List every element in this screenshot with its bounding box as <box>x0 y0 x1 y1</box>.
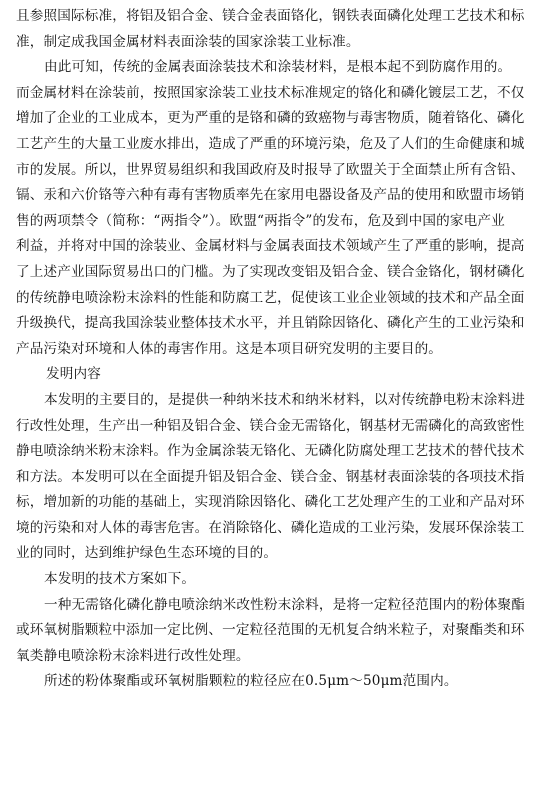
paragraph-line: 的传统静电喷涂粉末涂料的性能和防腐工艺，促使该工业企业领域的技术和产品全面 <box>16 289 525 306</box>
paragraph-line: 且参照国际标准，将铝及铝合金、镁合金表面铬化，钢铁表面磷化处理工艺技术和标 <box>16 8 525 24</box>
paragraph-line: 而金属材料在涂装前，按照国家涂装工业技术标准规定的铬化和磷化镀层工艺，不仅 <box>16 84 525 101</box>
paragraph-line: 工艺产生的大量工业废水排出，造成了严重的环境污染，危及了人们的生命健康和城 <box>16 135 525 152</box>
paragraph-line: 和方法。本发明可以在全面提升铝及铝合金、镁合金、钢基材表面涂装的各项技术指 <box>16 468 525 485</box>
paragraph-line: 升级换代，提高我国涂装业整体技术水平，并且销除因铬化、磷化产生的工业污染和 <box>16 315 525 332</box>
paragraph-line: 静电喷涂纳米粉末涂料。作为金属涂装无铬化、无磷化防腐处理工艺技术的替代技术 <box>16 443 525 460</box>
section-heading: 发明内容 <box>46 366 101 383</box>
paragraph-line: 了上述产业国际贸易出口的门槛。为了实现改变铝及铝合金、镁合金铬化，钢材磷化 <box>16 263 525 280</box>
paragraph-line: 准，制定成我国金属材料表面涂装的国家涂装工业标准。 <box>16 33 360 50</box>
paragraph-line: 境的污染和对人体的毒害危害。在消除铬化、磷化造成的工业污染，发展环保涂装工 <box>16 519 525 536</box>
paragraph-line: 本发明的主要目的，是提供一种纳米技术和纳米材料，以对传统静电粉末涂料进 <box>44 391 526 408</box>
paragraph-line: 行改性处理，生产出一种铝及铝合金、镁合金无需铬化，钢基材无需磷化的高致密性 <box>16 417 525 434</box>
body-text <box>16 4 532 695</box>
paragraph-line: 或环氧树脂颗粒中添加一定比例、一定粒径范围的无机复合纳米粒子，对聚酯类和环 <box>16 622 525 639</box>
paragraph-line: 由此可知，传统的金属表面涂装技术和涂装材料，是根本起不到防腐作用的。 <box>44 59 512 76</box>
paragraph-line: 本发明的技术方案如下。 <box>44 571 196 588</box>
paragraph-line: 市的发展。所以，世界贸易组织和我国政府及时报导了欧盟关于全面禁止所有含铅、 <box>16 161 525 178</box>
paragraph-line: 所述的粉体聚酯或环氧树脂颗粒的粒径应在0.5μm～50μm范围内。 <box>44 673 458 690</box>
paragraph-line: 产品污染对环境和人体的毒害作用。这是本项目研究发明的主要目的。 <box>16 340 443 357</box>
paragraph-line: 标，增加新的功能的基础上，实现消除因铬化、磷化工艺处理产生的工业和产品对环 <box>16 494 525 511</box>
paragraph-line: 镉、汞和六价铬等六种有毒有害物质率先在家用电器设备及产品的使用和欧盟市场销 <box>16 187 525 204</box>
paragraph-line: 一种无需铬化磷化静电喷涂纳米改性粉末涂料，是将一定粒径范围内的粉体聚酯 <box>44 596 526 613</box>
paragraph-line: 增加了企业的工业成本，更为严重的是铬和磷的致癌物与毒害物质，随着铬化、磷化 <box>16 110 525 127</box>
paragraph-line: 氧类静电喷涂粉末涂料进行改性处理。 <box>16 647 250 664</box>
paragraph-line: 业的同时，达到维护绿色生态环境的目的。 <box>16 545 278 562</box>
paragraph-line: 利益，并将对中国的涂装业、金属材料与金属表面技术领域产生了严重的影响，提高 <box>16 238 525 255</box>
paragraph-line: 售的两项禁令（简称：“两指令”）。欧盟“两指令”的发布，危及到中国的家电产业 <box>16 212 505 229</box>
